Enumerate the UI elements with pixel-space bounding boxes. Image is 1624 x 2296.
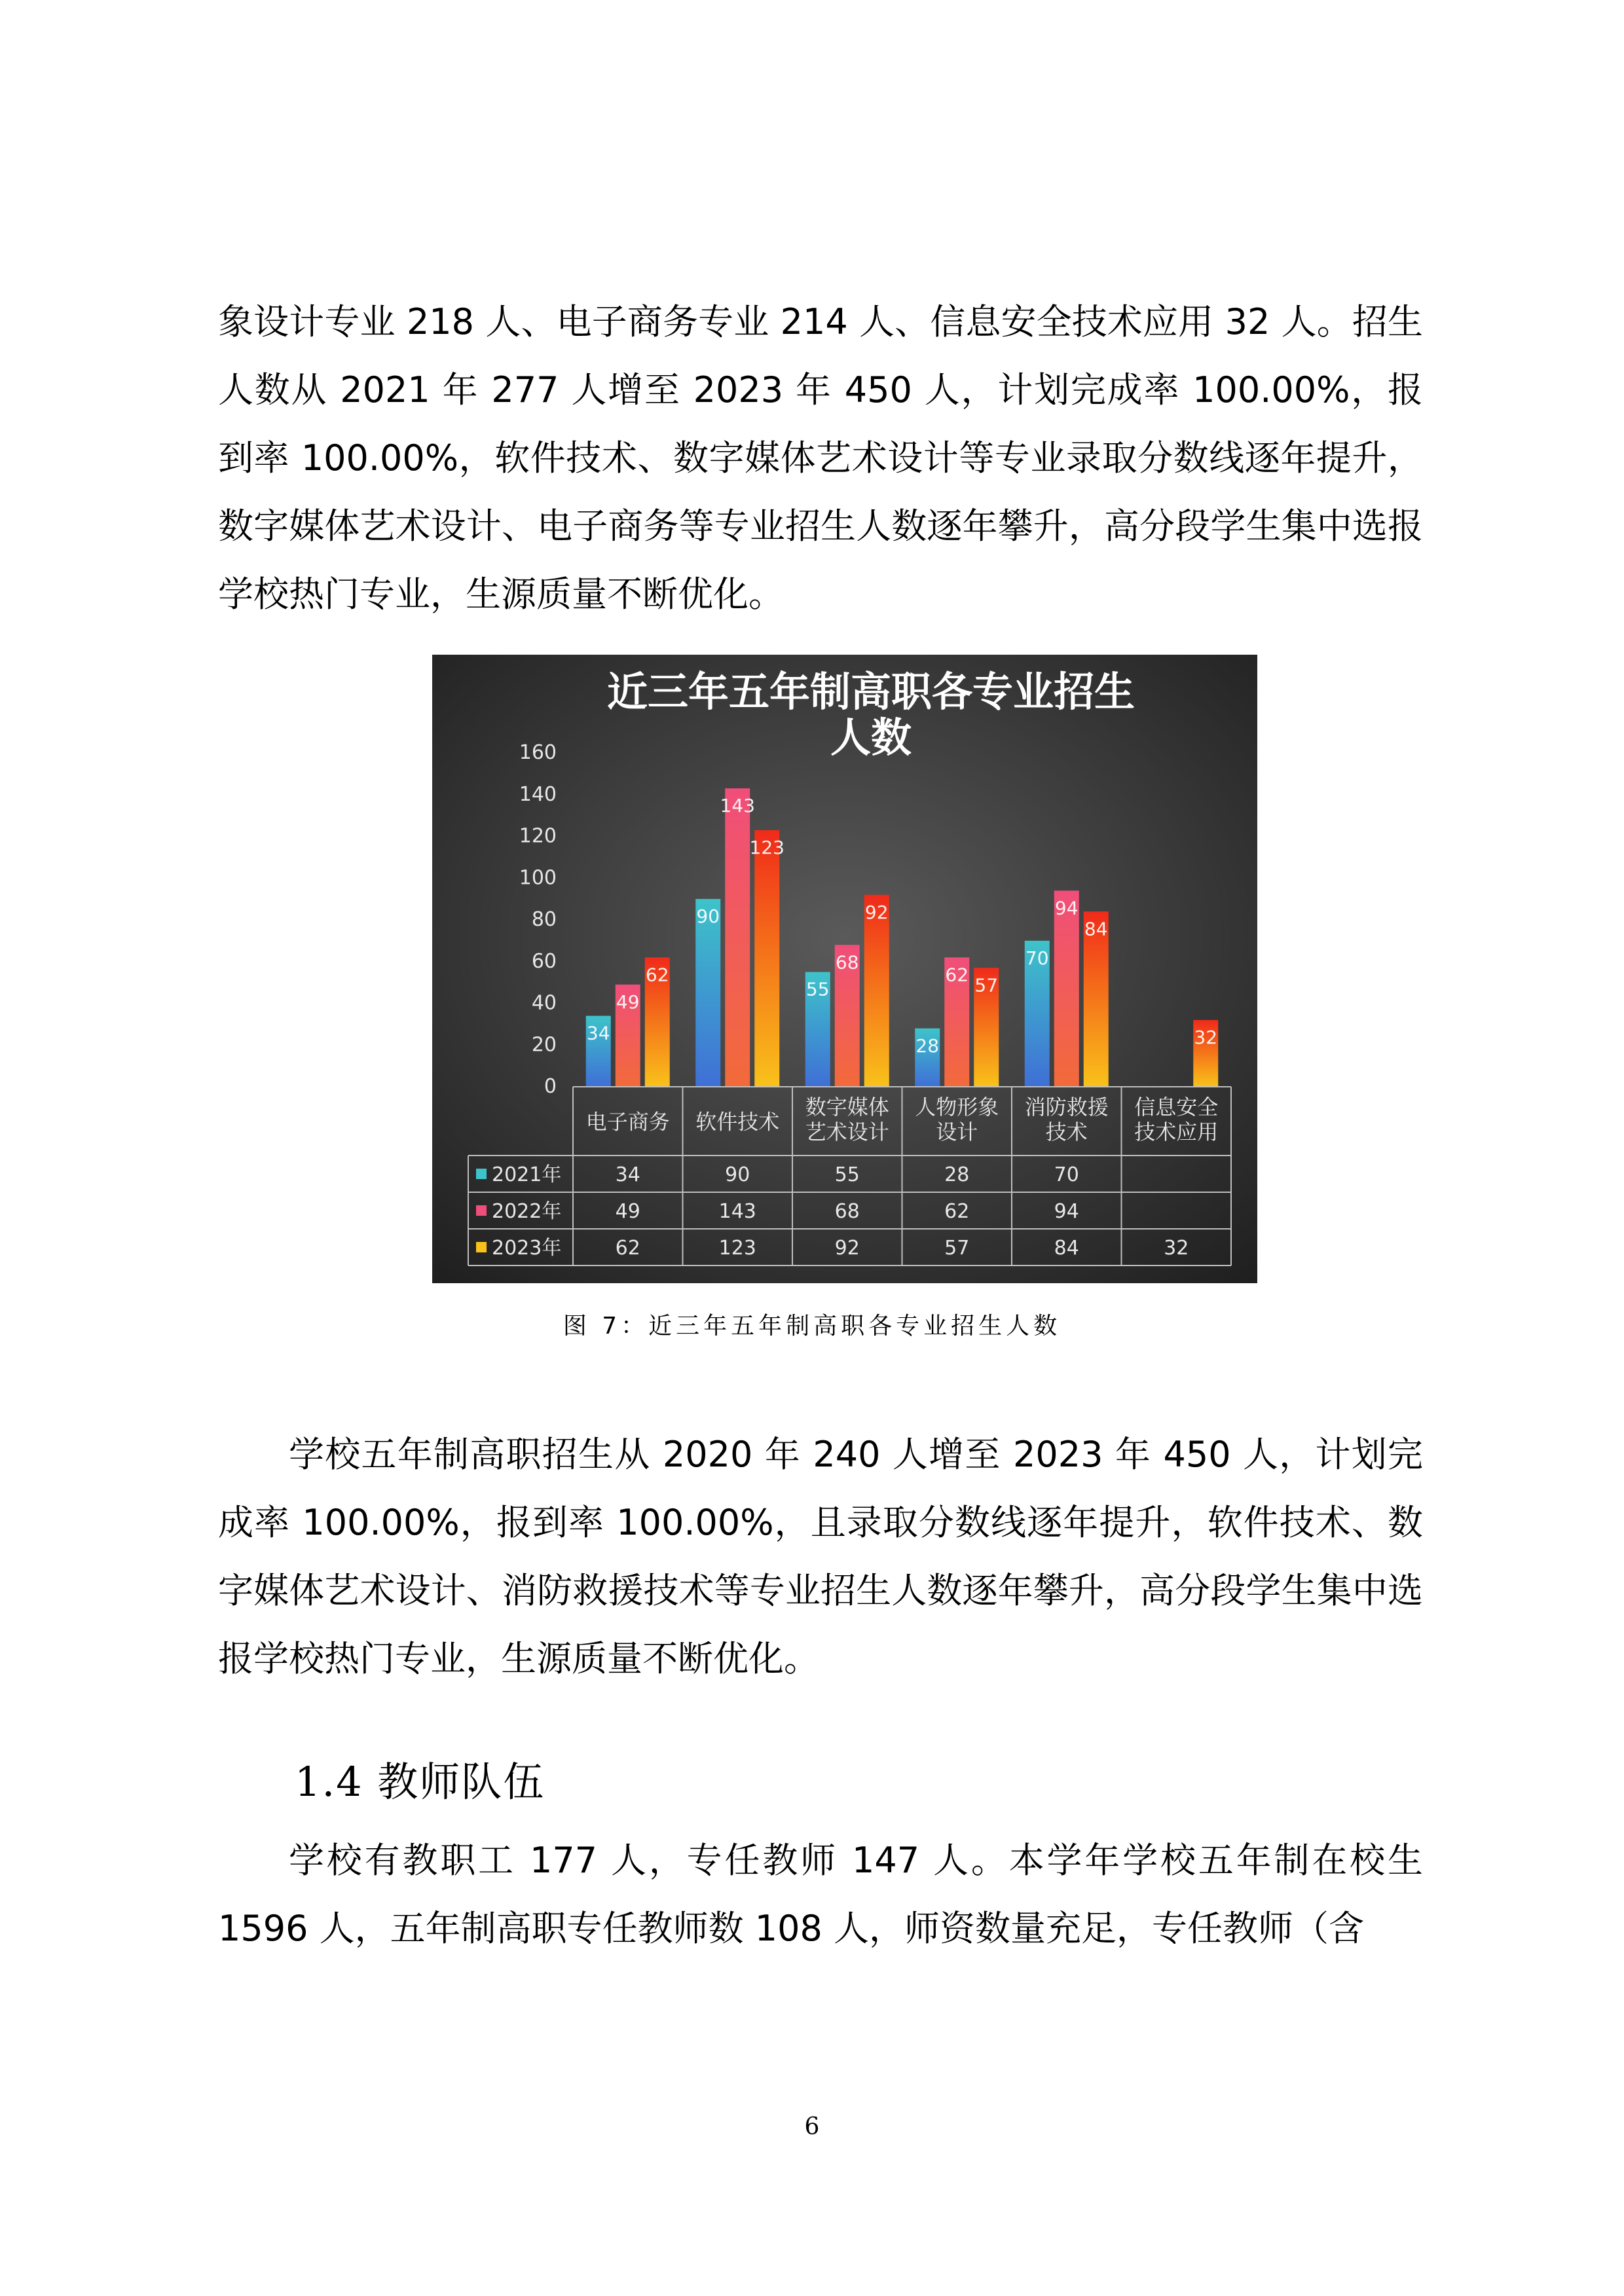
table-cell-2021年-0: 34 (615, 1163, 640, 1186)
category-label-3-0: 人物形象 (915, 1095, 999, 1120)
legend-swatch-2023年 (476, 1242, 487, 1252)
bar-data-label-2022年-4: 94 (1054, 897, 1079, 919)
table-cell-2023年-1: 123 (718, 1237, 756, 1260)
table-cell-2022年-3: 62 (944, 1200, 970, 1223)
category-label-4-0: 消防救援 (1024, 1095, 1109, 1120)
legend-label-2021年: 2021年 (492, 1163, 562, 1186)
bar-2023年-2 (864, 895, 889, 1087)
bar-data-label-2023年-4: 84 (1084, 918, 1108, 940)
table-cell-2021年-4: 70 (1054, 1163, 1079, 1186)
bar-2022年-4 (1054, 890, 1079, 1087)
table-cell-2023年-2: 92 (834, 1237, 860, 1260)
y-tick-label-20: 20 (531, 1033, 557, 1057)
table-cell-2021年-1: 90 (725, 1163, 750, 1186)
category-label-4-1: 技术 (1045, 1120, 1088, 1144)
table-cell-2023年-0: 62 (615, 1237, 640, 1260)
table-cell-2023年-3: 57 (944, 1237, 970, 1260)
legend-swatch-2021年 (476, 1169, 487, 1179)
category-label-5-0: 信息安全 (1134, 1095, 1219, 1120)
legend-label-2023年: 2023年 (492, 1237, 562, 1260)
y-tick-label-100: 100 (519, 866, 557, 890)
page-number: 6 (804, 2113, 820, 2140)
bar-data-label-2023年-0: 62 (645, 964, 669, 986)
category-label-2-1: 艺术设计 (805, 1120, 889, 1144)
bar-data-label-2022年-3: 62 (945, 964, 969, 986)
bar-data-label-2022年-0: 49 (616, 991, 640, 1013)
y-tick-label-80: 80 (531, 908, 557, 931)
y-tick-label-0: 0 (544, 1075, 557, 1098)
bar-data-label-2021年-1: 90 (696, 905, 720, 928)
bar-data-label-2022年-2: 68 (835, 951, 859, 974)
section-heading-teachers: 1.4 教师队伍 (295, 1758, 545, 1806)
category-label-5-1: 技术应用 (1134, 1120, 1219, 1144)
y-tick-label-160: 160 (519, 741, 557, 764)
table-cell-2021年-3: 28 (944, 1163, 970, 1186)
bar-2023年-1 (754, 830, 779, 1087)
table-cell-2022年-1: 143 (718, 1200, 756, 1223)
enrollment-chart (432, 655, 1257, 1283)
bar-data-label-2022年-1: 143 (720, 795, 755, 817)
category-label-2-0: 数字媒体 (805, 1095, 889, 1120)
chart-title-line-2: 人数 (830, 714, 912, 761)
legend-label-2022年: 2022年 (492, 1200, 562, 1223)
bar-data-label-2021年-0: 34 (586, 1022, 610, 1044)
table-cell-2022年-2: 68 (834, 1200, 860, 1223)
legend-swatch-2022年 (476, 1205, 487, 1216)
category-label-1-0: 软件技术 (695, 1109, 780, 1135)
y-tick-label-40: 40 (531, 991, 557, 1015)
category-label-0-0: 电子商务 (585, 1109, 670, 1135)
table-cell-2021年-2: 55 (834, 1163, 860, 1186)
bar-2021年-1 (695, 899, 720, 1087)
y-tick-label-60: 60 (531, 949, 557, 973)
enrollment-chart-svg (432, 655, 1257, 1283)
table-cell-2023年-5: 32 (1164, 1237, 1189, 1260)
paragraph-admissions-summary: 象设计专业 218 人、电子商务专业 214 人、信息安全技术应用 32 人。招生人数从 2021 年 277 人增至 2023 年 450 人，计划完成率 100.00%，报到率 100.00%，软件技术、数字媒体艺术设计等专业录取分数线逐年提升，数字媒体艺术设计、电子商务等专业招生人数逐年攀升，高分段学生集中选报学校热门专业，生源质量不断优化。 (218, 301, 1423, 615)
y-tick-label-140: 140 (519, 782, 557, 806)
table-cell-2023年-4: 84 (1054, 1237, 1079, 1260)
bar-data-label-2023年-1: 123 (749, 836, 784, 858)
bar-data-label-2023年-3: 57 (974, 974, 999, 996)
bar-data-label-2021年-4: 70 (1025, 947, 1049, 969)
figure-caption: 图 7：近三年五年制高职各专业招生人数 (563, 1313, 1061, 1339)
chart-title-line-1: 近三年五年制高职各专业招生 (606, 668, 1135, 716)
bar-data-label-2023年-2: 92 (864, 901, 889, 923)
bar-data-label-2023年-5: 32 (1194, 1027, 1218, 1048)
table-cell-2022年-0: 49 (615, 1200, 640, 1223)
category-label-3-1: 设计 (936, 1120, 978, 1144)
paragraph-teaching-staff: 学校有教职工 177 人，专任教师 147 人。本学年学校五年制在校生 1596 人，五年制高职专任教师数 108 人，师资数量充足，专任教师（含 (218, 1840, 1423, 1949)
bar-data-label-2021年-3: 28 (915, 1034, 940, 1057)
paragraph-five-year-admissions: 学校五年制高职招生从 2020 年 240 人增至 2023 年 450 人，计划完成率 100.00%，报到率 100.00%，且录取分数线逐年提升，软件技术、数字媒体艺术设计、消防救援技术等专业招生人数逐年攀升，高分段学生集中选报学校热门专业，生源质量不断优化。 (218, 1434, 1423, 1679)
y-tick-label-120: 120 (519, 824, 557, 848)
bar-data-label-2021年-2: 55 (805, 978, 830, 1000)
table-cell-2022年-4: 94 (1054, 1200, 1079, 1223)
bar-2022年-1 (725, 788, 750, 1087)
